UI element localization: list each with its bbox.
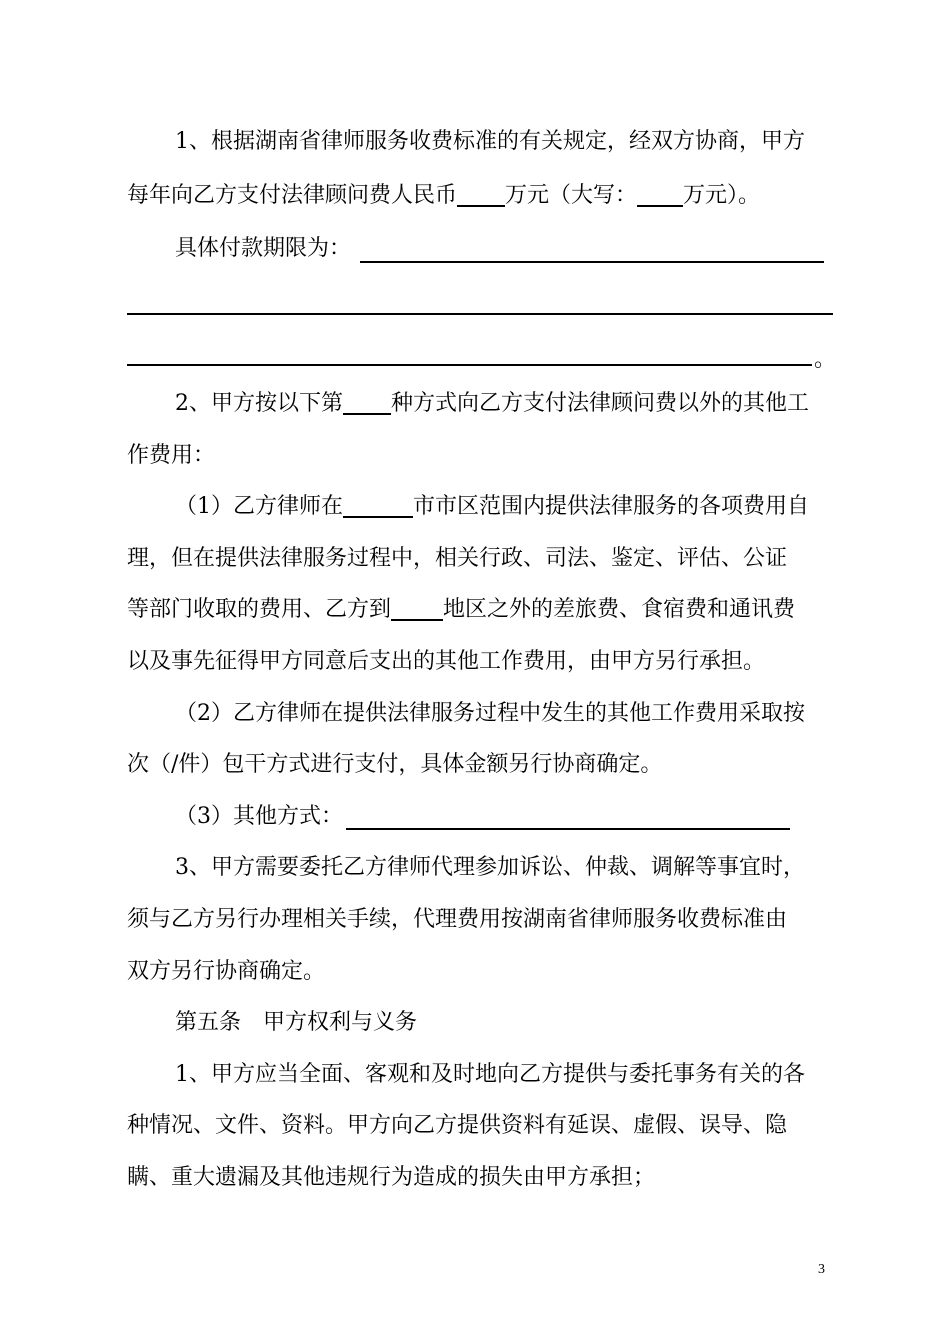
text: （1）乙方律师在 [175, 494, 343, 519]
text: 3、甲方需要委托乙方律师代理参加诉讼、仲裁、调解等事宜时， [175, 855, 805, 880]
text: 1、根据湖南省律师服务收费标准的有关规定，经双方协商，甲方 [175, 129, 805, 154]
text: 须与乙方另行办理相关手续，代理费用按湖南省律师服务收费标准由 [127, 907, 788, 932]
clause-4-3-line-3 [127, 952, 325, 992]
method-1-line-4 [127, 642, 765, 682]
text: 种情况、文件、资料。甲方向乙方提供资料有延误、虚假、误导、隐 [127, 1113, 788, 1138]
text: 具体付款期限为： [175, 236, 352, 261]
clause-4-1-line-2 [127, 176, 760, 216]
payment-term-blank-3 [127, 364, 812, 366]
payment-term-blank-1 [360, 261, 824, 263]
payment-term-end [814, 340, 836, 380]
payment-term-blank-2 [127, 313, 833, 315]
text: （3）其他方式： [175, 804, 343, 829]
method-2-line-1 [175, 694, 805, 734]
region-blank [391, 593, 443, 621]
other-method-blank [346, 828, 790, 830]
clause-4-1-line-1 [175, 122, 805, 162]
text: 双方另行协商确定。 [127, 959, 326, 984]
text: （2）乙方律师在提供法律服务过程中发生的其他工作费用采取按 [175, 701, 805, 726]
text: 地区之外的差旅费、食宿费和通讯费 [443, 597, 796, 622]
clause-5-1-line-1 [175, 1055, 805, 1095]
text: 等部门收取的费用、乙方到 [127, 597, 392, 622]
clause-5-1-line-3 [127, 1158, 655, 1198]
clause-4-3-line-2 [127, 900, 787, 940]
clause-4-2-line-2 [127, 436, 215, 476]
text: 市市区范围内提供法律服务的各项费用自 [413, 494, 810, 519]
page-number: 3 [818, 1262, 825, 1277]
text: 以及事先征得甲方同意后支出的其他工作费用，由甲方另行承担。 [127, 649, 766, 674]
text: 2、甲方按以下第 [175, 391, 343, 416]
text: 1、甲方应当全面、客观和及时地向乙方提供与委托事务有关的各 [175, 1062, 805, 1087]
method-2-line-2 [127, 745, 662, 785]
text: 。 [814, 347, 837, 372]
text: 万元（大写： [505, 183, 638, 208]
clause-5-1-line-2 [127, 1106, 787, 1146]
text: 次（/件）包干方式进行支付，具体金额另行协商确定。 [127, 752, 663, 777]
text: 第五条 甲方权利与义务 [175, 1010, 418, 1035]
amount-words-blank [637, 179, 683, 207]
clause-4-2-line-1 [175, 384, 809, 424]
clause-4-3-line-1 [175, 848, 805, 888]
article-5-heading [175, 1003, 417, 1043]
text: 万元）。 [683, 183, 761, 208]
method-1-line-2 [127, 539, 787, 579]
text: 每年向乙方支付法律顾问费人民币 [127, 183, 458, 208]
text: 种方式向乙方支付法律顾问费以外的其他工 [391, 391, 810, 416]
method-3-line [175, 797, 343, 837]
text: 理，但在提供法律服务过程中，相关行政、司法、鉴定、评估、公证 [127, 546, 788, 571]
amount-blank [457, 179, 505, 207]
text: 作费用： [127, 443, 216, 468]
method-number-blank [343, 387, 391, 415]
city-blank [343, 490, 413, 518]
text: 瞒、重大遗漏及其他违规行为造成的损失由甲方承担； [127, 1165, 656, 1190]
payment-term-line [175, 229, 351, 269]
method-1-line-1 [175, 487, 809, 527]
method-1-line-3 [127, 590, 795, 630]
